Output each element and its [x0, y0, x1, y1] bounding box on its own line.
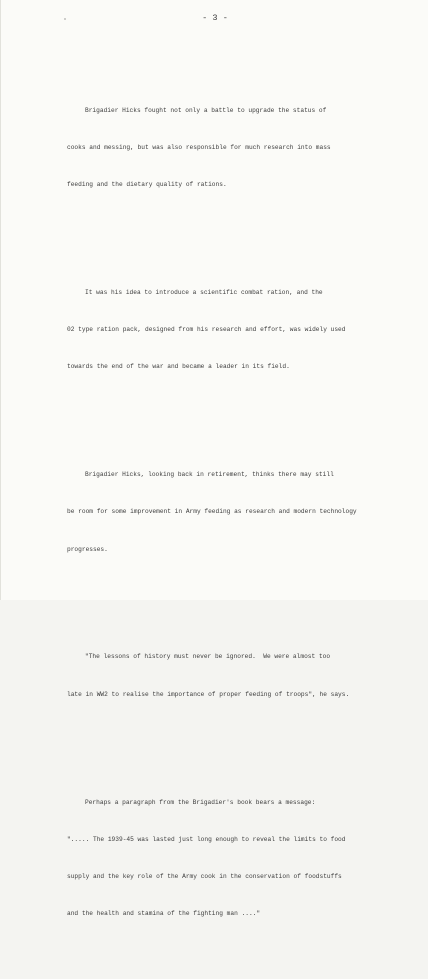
paragraph-line: progresses.: [67, 545, 108, 553]
document-body: [67, 55, 397, 979]
paragraph-line: towards the end of the war and became a leader in its field.: [67, 363, 290, 371]
paragraph-line: late in WW2 to realise the importance of proper feeding of troops", he says.: [67, 690, 350, 698]
paragraph-line: 02 type ration pack, designed from his research and effort, was widely used: [67, 326, 346, 334]
paragraph-5: [67, 772, 397, 946]
paragraph-line: feeding and the dietary quality of rations.: [67, 181, 227, 189]
paragraph-line: Brigadier Hicks fought not only a battle to upgrade the status of: [85, 106, 327, 114]
paragraph-3: [67, 444, 397, 580]
paragraph-line: Brigadier Hicks, looking back in retirement, thinks there may still: [85, 471, 334, 479]
page-number: - 3 -: [202, 13, 228, 23]
paragraph-line: "..... The 1939-45 was lasted just long enough to reveal the limits to food: [67, 835, 346, 843]
paragraph-line: It was his idea to introduce a scientific combat ration, and the: [85, 288, 323, 296]
paragraph-1: [67, 80, 397, 216]
paragraph-2: [67, 262, 397, 398]
paragraph-line: and the health and stamina of the fighting man ....": [67, 910, 261, 918]
paragraph-line: be room for some improvement in Army feeding as research and modern technology: [67, 508, 357, 516]
paragraph-line: supply and the key role of the Army cook in the conservation of foodstuffs: [67, 872, 342, 880]
paragraph-4: [67, 627, 397, 726]
paragraph-line: cooks and messing, but was also responsible for much research into mass: [67, 143, 331, 151]
paragraph-line: Perhaps a paragraph from the Brigadier's book bears a message:: [85, 798, 316, 806]
paragraph-line: "The lessons of history must never be ignored. We were almost too: [85, 653, 331, 661]
